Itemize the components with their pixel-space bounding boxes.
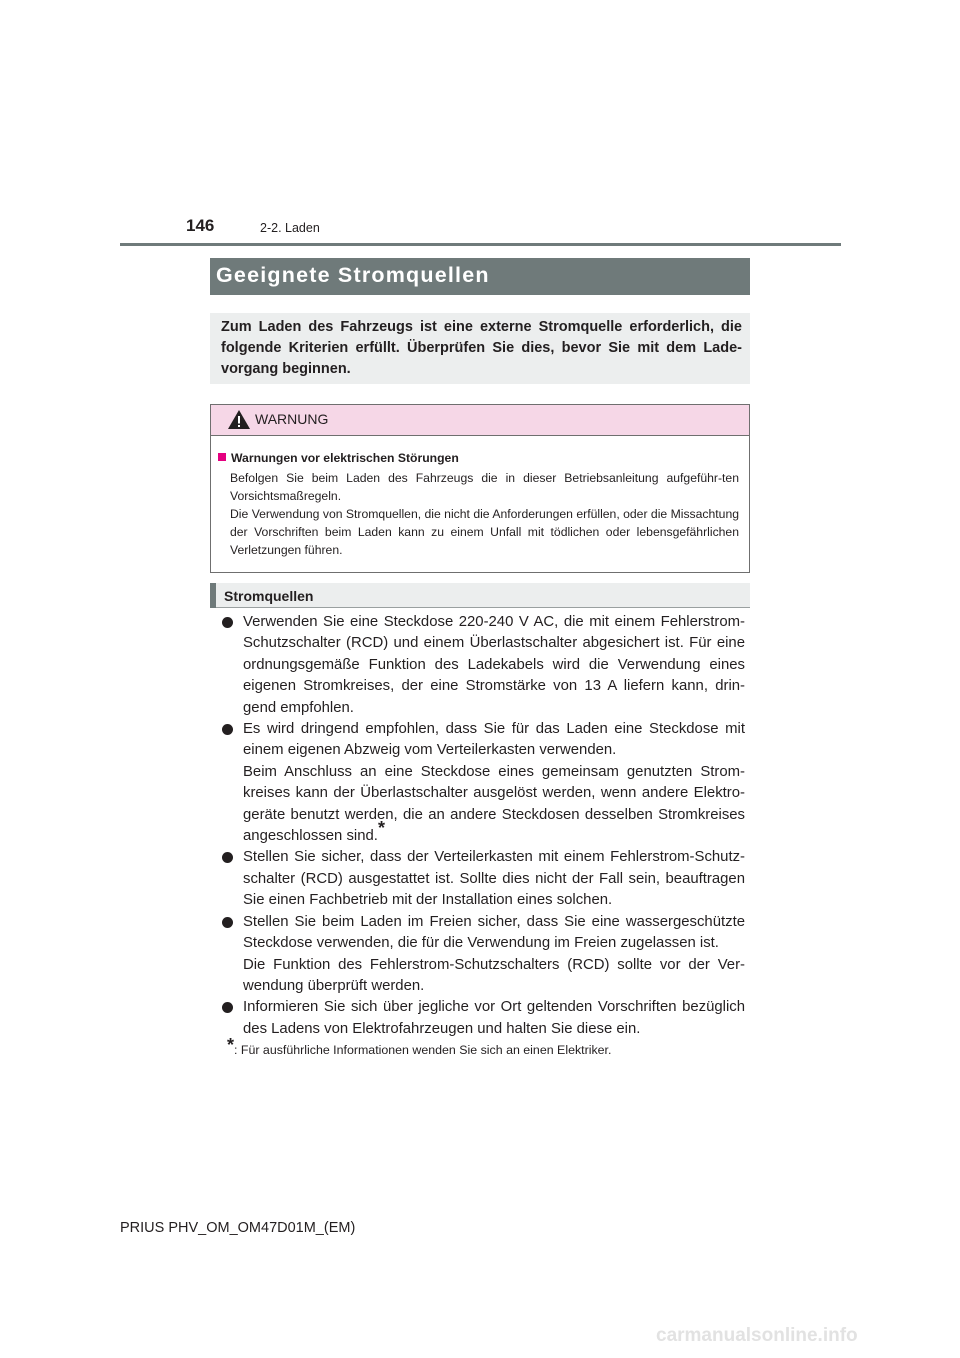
header-divider (120, 243, 841, 246)
section-reference: 2-2. Laden (260, 221, 320, 235)
warning-header (211, 405, 749, 436)
list-item (222, 847, 745, 911)
bullet-dot-icon (222, 917, 233, 928)
warning-text (218, 469, 739, 559)
footnote-reference: * (377, 818, 385, 839)
watermark: carmanualsonline.info (656, 1325, 858, 1346)
footnote-mark: * (227, 1035, 235, 1055)
bullet-dot-icon (222, 852, 233, 863)
warning-box (210, 404, 750, 573)
requirements-list (222, 612, 745, 1040)
list-item-text: Stellen Sie sicher, dass der Verteilerkasten mit einem Fehlerstrom-Schutz-schalter (RCD) ausgestattet ist. Sollte dies nicht der Fall sein, beauftragen Sie einen Fachbetrieb mit der Installation eines solchen. (243, 849, 745, 909)
bullet-dot-icon (222, 617, 233, 628)
warning-title: WARNUNG (255, 411, 329, 427)
warning-body (211, 436, 749, 559)
page-title: Geeignete Stromquellen (210, 258, 750, 295)
intro-box (210, 313, 750, 384)
list-item-text: Es wird dringend empfohlen, dass Sie für das Laden eine Steckdose mit einem eigenen Abzweig vom Verteilerkasten verwenden. (243, 721, 745, 759)
subsection-accent (210, 583, 216, 608)
bullet-dot-icon (222, 724, 233, 735)
warning-paragraph: Die Verwendung von Stromquellen, die nicht die Anforderungen erfüllen, oder die Missachtung der Vorschriften beim Laden kann zu einem Unfall mit tödlichen oder lebensgefährlichen Verletzungen führen. (230, 507, 739, 557)
document-code: PRIUS PHV_OM_OM47D01M_(EM) (120, 1220, 356, 1236)
bullet-dot-icon (222, 1002, 233, 1013)
warning-heading-text: Warnungen vor elektrischen Störungen (231, 451, 459, 465)
list-item-text: Informieren Sie sich über jegliche vor Ort geltenden Vorschriften bezüglich des Ladens von Elektrofahrzeugen und halten Sie diese ein. (243, 999, 745, 1037)
footnote (227, 1035, 612, 1057)
list-item (222, 997, 745, 1040)
list-item-text: Die Funktion des Fehlerstrom-Schutzschalters (RCD) sollte vor der Ver-wendung überprüft werden. (243, 956, 745, 994)
warning-triangle-icon (228, 410, 250, 429)
list-item-text: Beim Anschluss an eine Steckdose eines gemeinsam genutzten Strom-kreises kann der Überlastschalter ausgelöst werden, wenn andere Elektro-geräte benutzt werden, die an andere Steckdosen desselben Stromkreises angeschlossen sind. (243, 763, 745, 845)
list-item (222, 612, 745, 719)
list-item-text: Stellen Sie beim Laden im Freien sicher, dass Sie eine wassergeschützte Steckdose verwenden, die für die Verwendung im Freien zugelassen ist. (243, 913, 745, 952)
warning-paragraph: Befolgen Sie beim Laden des Fahrzeugs die in dieser Betriebsanleitung aufgeführ-ten Vorsichtsmaßregeln. (230, 471, 739, 503)
list-item (222, 912, 745, 998)
warning-heading (218, 449, 739, 467)
subsection-header (210, 583, 750, 608)
subsection-title: Stromquellen (224, 588, 314, 604)
list-item-text: Verwenden Sie eine Steckdose 220-240 V AC, die mit einem Fehlerstrom-Schutzschalter (RCD) und einem Überlastschalter abgesichert ist. Für eine ordnungsgemäße Funktion des Ladekabels wird die Verwendung eines eigenen Stromkreises, der eine Stromstärke von 13 A liefern kann, drin-gend empfohlen. (243, 614, 745, 716)
page-number: 146 (186, 216, 215, 235)
list-item (222, 719, 745, 847)
intro-text: Zum Laden des Fahrzeugs ist eine externe Stromquelle erforderlich, die folgende Kriterien erfüllt. Überprüfen Sie dies, bevor Sie mit dem Lade-vorgang beginnen. (221, 319, 742, 377)
square-bullet-icon (218, 453, 226, 461)
footnote-text: : Für ausführliche Informationen wenden Sie sich an einen Elektriker. (234, 1043, 612, 1057)
list-item-text-continued (243, 762, 745, 848)
